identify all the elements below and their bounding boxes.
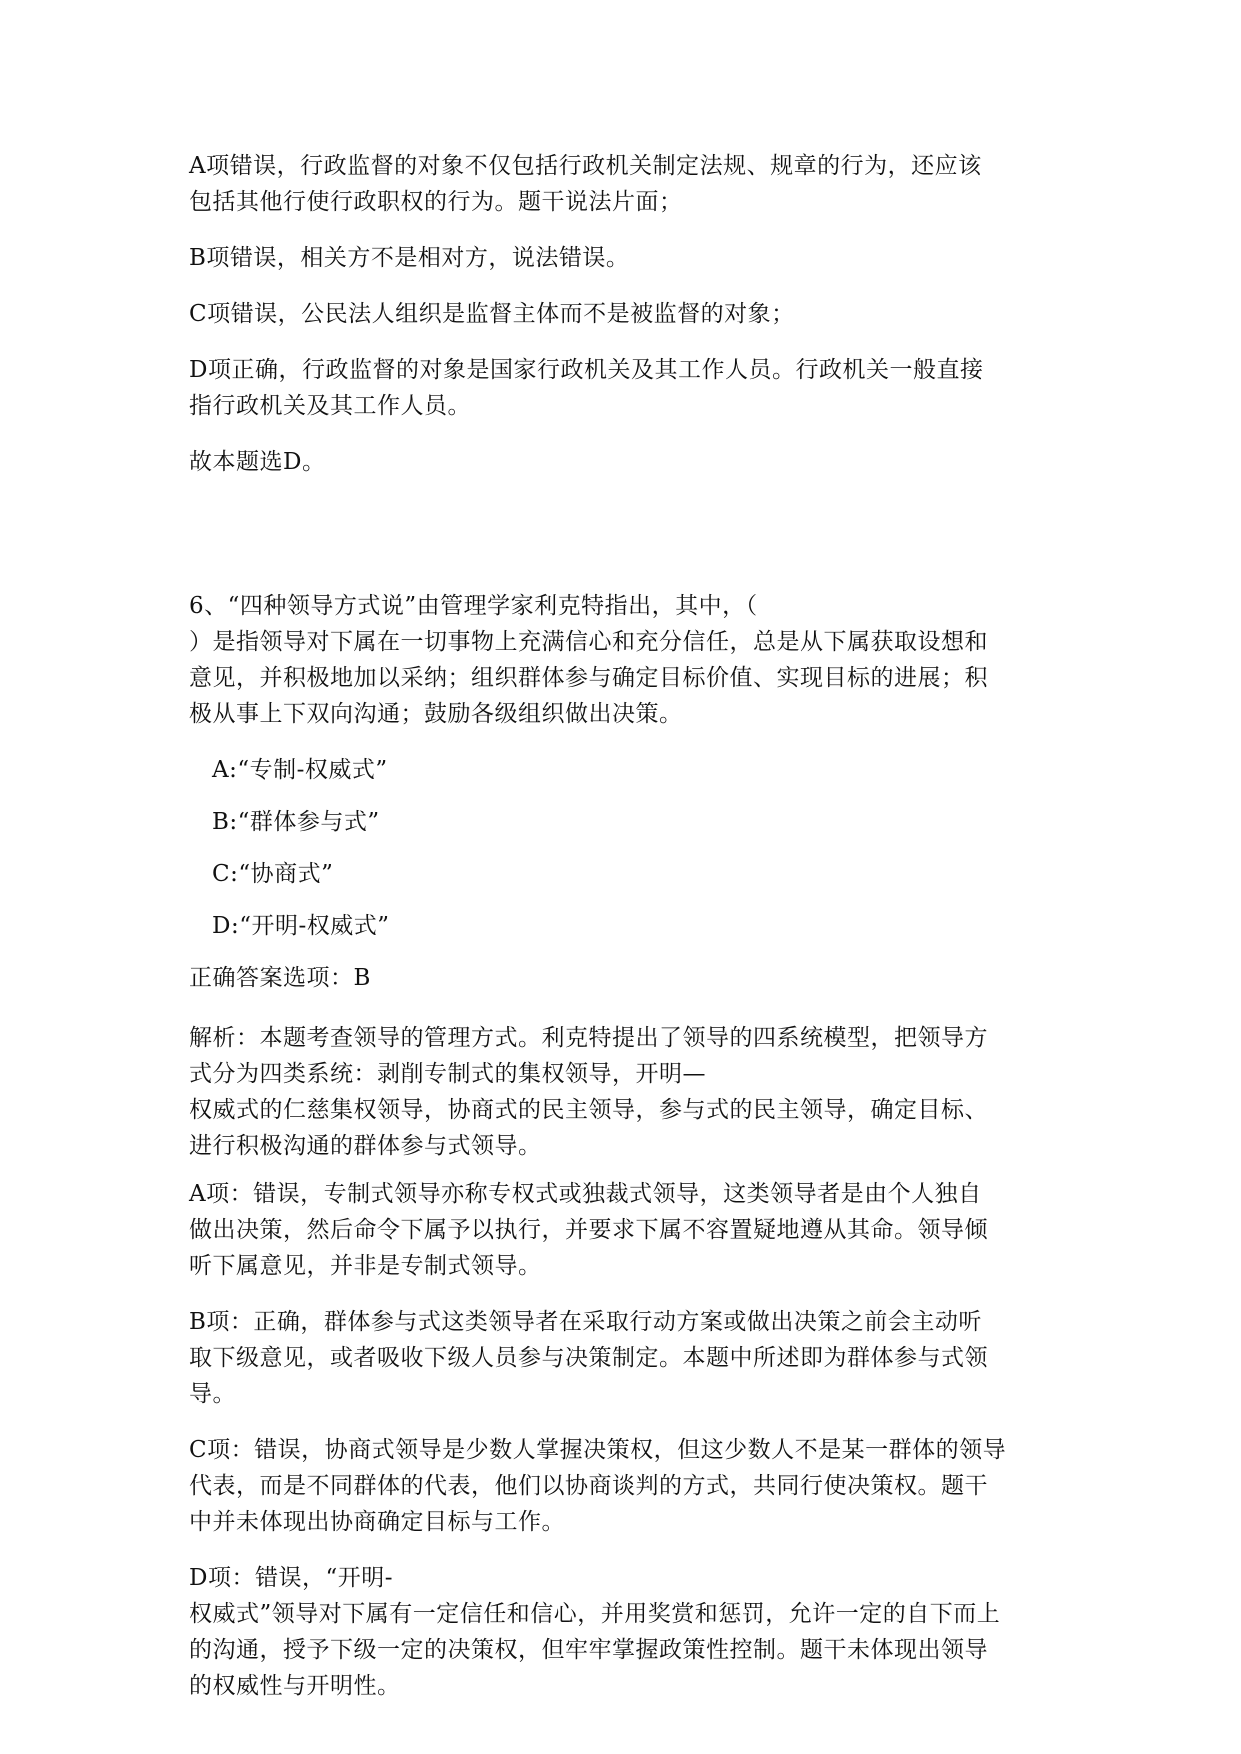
explanation-b: B项错误，相关方不是相对方，说法错误。 (189, 245, 630, 271)
explanation-a: A项错误，行政监督的对象不仅包括行政机关制定法规、规章的行为，还应该 包括其他行使行政职权的行为。题干说法片面； (189, 153, 982, 215)
correct-answer: 正确答案选项：B (189, 965, 371, 991)
option-c: C:“协商式” (212, 861, 334, 887)
option-d: D:“开明-权威式” (212, 913, 390, 939)
option-b: B:“群体参与式” (212, 809, 380, 835)
explain-option-b: B项：正确，群体参与式这类领导者在采取行动方案或做出决策之前会主动听 取下级意见，或者吸收下级人员参与决策制定。本题中所述即为群体参与式领 导。 (189, 1309, 988, 1407)
explain-option-d: D项：错误，“开明- 权威式”领导对下属有一定信任和信心，并用奖赏和惩罚，允许一定的自下而上 的沟通，授予下级一定的决策权，但牢牢掌握政策性控制。题干未体现出领导 的权威性与开明性。 (189, 1565, 1001, 1699)
conclusion: 故本题选D。 (189, 449, 326, 475)
explain-option-a: A项：错误，专制式领导亦称专权式或独裁式领导，这类领导者是由个人独自 做出决策，然后命令下属予以执行，并要求下属不容置疑地遵从其命。领导倾 听下属意见，并非是专制式领导。 (189, 1181, 988, 1279)
option-a: A:“专制-权威式” (212, 757, 388, 783)
analysis: 解析：本题考查领导的管理方式。利克特提出了领导的四系统模型，把领导方 式分为四类系统：剥削专制式的集权领导，开明— 权威式的仁慈集权领导，协商式的民主领导，参与式的民主领导，确定目标、 进行积极沟通的群体参与式领导。 (189, 1025, 988, 1159)
explanation-c: C项错误，公民法人组织是监督主体而不是被监督的对象； (189, 301, 795, 327)
explain-option-c: C项：错误，协商式领导是少数人掌握决策权，但这少数人不是某一群体的领导 代表，而是不同群体的代表，他们以协商谈判的方式，共同行使决策权。题干 中并未体现出协商确定目标与工作。 (189, 1437, 1007, 1535)
question-stem: 6、“四种领导方式说”由管理学家利克特指出，其中，（ ）是指领导对下属在一切事物上充满信心和充分信任，总是从下属获取设想和 意见，并积极地加以采纳；组织群体参与确定目标价值、实现目标的进展；积 极从事上下双向沟通；鼓励各级组织做出决策。 (189, 593, 988, 727)
explanation-d: D项正确，行政监督的对象是国家行政机关及其工作人员。行政机关一般直接 指行政机关及其工作人员。 (189, 357, 984, 419)
